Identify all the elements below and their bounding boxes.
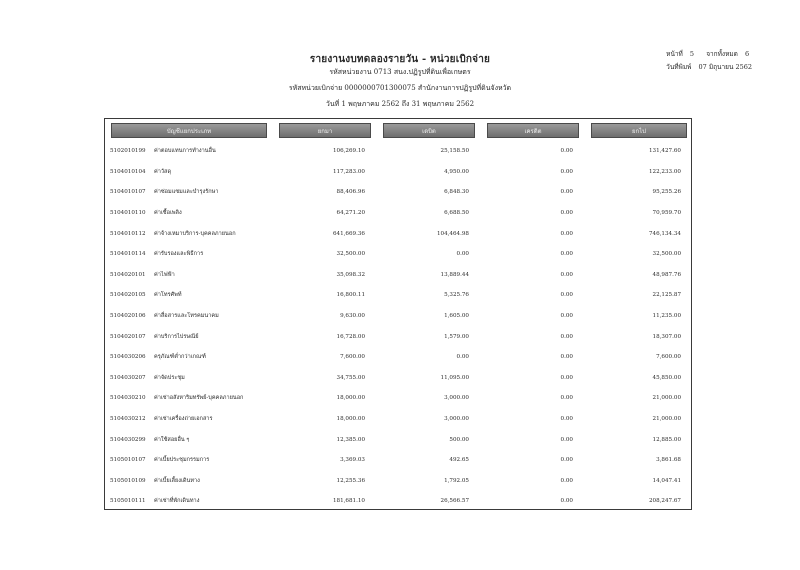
table-row [105, 265, 693, 286]
debit-value: 6,848.30 [444, 189, 469, 196]
carried-forward-value: 22,125.87 [652, 292, 681, 299]
table-row [105, 409, 693, 430]
debit-value: 1,792.05 [444, 477, 469, 484]
credit-value: 0.00 [560, 210, 573, 217]
account-code: 5104030207 [110, 374, 146, 381]
total-pages-label: จากทั้งหมด [706, 50, 738, 58]
total-pages: 6 [744, 50, 750, 58]
account-cell [105, 409, 273, 430]
credit-value: 0.00 [560, 230, 573, 237]
header-carried-forward: ยกไป [591, 123, 687, 138]
brought-forward-value: 18,000.00 [336, 416, 365, 423]
brought-forward-value: 16,800.11 [336, 292, 365, 299]
brought-forward-value: 16,728.00 [336, 333, 365, 340]
carried-forward-value: 70,959.70 [652, 210, 681, 217]
page-info [666, 48, 752, 74]
credit-value: 0.00 [560, 354, 573, 361]
credit-value: 0.00 [560, 477, 573, 484]
credit-value: 0.00 [560, 374, 573, 381]
account-cell [105, 285, 273, 306]
debit-value: 104,464.98 [436, 230, 469, 237]
brought-forward-value: 641,669.36 [332, 230, 365, 237]
account-code: 5105010111 [110, 498, 146, 505]
account-cell [105, 491, 273, 512]
carried-forward-value: 746,134.34 [648, 230, 681, 237]
account-name: ครุภัณฑ์ต่ำกว่าเกณฑ์ [154, 354, 206, 361]
account-name: ค่าสื่อสารและโทรคมนาคม [154, 313, 219, 320]
carried-forward-value: 21,000.00 [652, 395, 681, 402]
debit-value: 1,579.00 [444, 333, 469, 340]
carried-forward-value: 45,850.00 [652, 374, 681, 381]
debit-value: 3,000.00 [444, 416, 469, 423]
brought-forward-value: 64,271.20 [336, 210, 365, 217]
account-cell [105, 368, 273, 389]
account-name: ค่าวัสดุ [154, 168, 172, 175]
account-cell [105, 162, 273, 183]
debit-value: 3,000.00 [444, 395, 469, 402]
account-code: 5104030299 [110, 436, 146, 443]
credit-value: 0.00 [560, 457, 573, 464]
carried-forward-value: 3,861.68 [656, 457, 681, 464]
carried-forward-value: 32,500.00 [652, 251, 681, 258]
account-cell [105, 450, 273, 471]
credit-value: 0.00 [560, 416, 573, 423]
print-date-label: วันที่พิมพ์ [666, 63, 692, 71]
disbursing-unit-line: รหัสหน่วยเบิกจ่าย 0000000701300075 สำนักงานการปฏิรูปที่ดินจังหวัด [288, 84, 512, 92]
table-row [105, 203, 693, 224]
account-code: 5104030210 [110, 395, 146, 402]
page-label: หน้าที่ [666, 50, 683, 58]
table-row [105, 388, 693, 409]
account-code: 5104030206 [110, 354, 146, 361]
credit-value: 0.00 [560, 498, 573, 505]
account-code: 5102010199 [110, 148, 146, 155]
carried-forward-value: 122,233.00 [648, 168, 681, 175]
account-code: 5104010107 [110, 189, 146, 196]
account-code: 5105010107 [110, 457, 146, 464]
carried-forward-value: 208,247.67 [648, 498, 681, 505]
debit-value: 492.65 [449, 457, 469, 464]
brought-forward-value: 12,385.00 [336, 436, 365, 443]
table-row [105, 347, 693, 368]
account-cell [105, 223, 273, 244]
carried-forward-value: 131,427.60 [648, 148, 681, 155]
credit-value: 0.00 [560, 313, 573, 320]
carried-forward-value: 12,885.00 [652, 436, 681, 443]
trial-balance-table [105, 119, 693, 512]
table-row [105, 306, 693, 327]
page-number: 5 [689, 50, 695, 58]
brought-forward-value: 34,755.00 [336, 374, 365, 381]
table-row [105, 450, 693, 471]
account-code: 5104010104 [110, 168, 146, 175]
credit-value: 0.00 [560, 395, 573, 402]
account-name: ค่าเช่าอสังหาริมทรัพย์-บุคคลภายนอก [154, 395, 244, 402]
account-code: 5105010109 [110, 477, 146, 484]
credit-value: 0.00 [560, 148, 573, 155]
account-cell [105, 244, 273, 265]
credit-value: 0.00 [560, 251, 573, 258]
account-code: 5104020107 [110, 333, 146, 340]
account-cell [105, 388, 273, 409]
account-name: ค่าซ่อมแซมและบำรุงรักษา [154, 189, 219, 196]
table-row [105, 141, 693, 162]
debit-value: 0.00 [456, 354, 469, 361]
account-name: ค่าเบี้ยประชุมกรรมการ [154, 457, 210, 464]
brought-forward-value: 12,255.36 [336, 477, 365, 484]
account-cell [105, 182, 273, 203]
brought-forward-value: 18,000.00 [336, 395, 365, 402]
carried-forward-value: 95,255.26 [652, 189, 681, 196]
account-code: 5104020106 [110, 313, 146, 320]
account-name: ค่าเช่าที่พักเดินทาง [154, 498, 200, 505]
account-cell [105, 429, 273, 450]
account-cell [105, 347, 273, 368]
table-row [105, 162, 693, 183]
brought-forward-value: 3,369.03 [340, 457, 365, 464]
report-title: รายงานงบทดลองรายวัน - หน่วยเบิกจ่าย [309, 54, 491, 65]
debit-value: 25,158.50 [440, 148, 469, 155]
table-row [105, 368, 693, 389]
table-row [105, 429, 693, 450]
table-row [105, 326, 693, 347]
brought-forward-value: 181,681.10 [332, 498, 365, 505]
account-name: ค่าโทรศัพท์ [154, 292, 182, 299]
account-code: 5104020101 [110, 271, 146, 278]
header-credit: เครดิต [487, 123, 579, 138]
credit-value: 0.00 [560, 168, 573, 175]
account-code: 5104010112 [110, 230, 146, 237]
table-row [105, 182, 693, 203]
brought-forward-value: 88,406.96 [336, 189, 365, 196]
credit-value: 0.00 [560, 436, 573, 443]
account-code: 5104010110 [110, 210, 146, 217]
credit-value: 0.00 [560, 292, 573, 299]
account-cell [105, 265, 273, 286]
account-cell [105, 326, 273, 347]
account-name: ค่ารับรองและพิธีการ [154, 251, 204, 258]
credit-value: 0.00 [560, 189, 573, 196]
brought-forward-value: 9,630.00 [340, 313, 365, 320]
account-name: ค่าเบี้ยเลี้ยงเดินทาง [154, 477, 200, 484]
brought-forward-value: 117,283.00 [332, 168, 365, 175]
account-name: ค่าเช่าเครื่องถ่ายเอกสาร [154, 416, 213, 423]
carried-forward-value: 14,047.41 [652, 477, 681, 484]
account-code: 5104020105 [110, 292, 146, 299]
debit-value: 0.00 [456, 251, 469, 258]
header-debit: เดบิต [383, 123, 475, 138]
carried-forward-value: 18,307.00 [652, 333, 681, 340]
header-account: บัญชีแยกประเภท [111, 123, 267, 138]
carried-forward-value: 48,987.76 [652, 271, 681, 278]
account-code: 5104010114 [110, 251, 146, 258]
table-row [105, 223, 693, 244]
account-code: 5104030212 [110, 416, 146, 423]
debit-value: 4,950.00 [444, 168, 469, 175]
report-period: วันที่ 1 พฤษภาคม 2562 ถึง 31 พฤษภาคม 2562 [325, 100, 475, 108]
account-cell [105, 141, 273, 162]
debit-value: 11,095.00 [440, 374, 469, 381]
carried-forward-value: 7,600.00 [656, 354, 681, 361]
agency-line: รหัสหน่วยงาน 0713 สนง.ปฏิรูปที่ดินเพื่อเกษตร [329, 68, 471, 76]
table-row [105, 491, 693, 512]
print-date: 07 มิถุนายน 2562 [698, 63, 752, 71]
table-header-row [105, 119, 693, 141]
credit-value: 0.00 [560, 271, 573, 278]
header-brought-forward: ยกมา [279, 123, 371, 138]
brought-forward-value: 7,600.00 [340, 354, 365, 361]
debit-value: 500.00 [449, 436, 469, 443]
account-name: ค่าเชื้อเพลิง [154, 210, 182, 217]
table-row [105, 471, 693, 492]
debit-value: 13,889.44 [440, 271, 469, 278]
brought-forward-value: 35,098.32 [336, 271, 365, 278]
account-cell [105, 306, 273, 327]
table-row [105, 285, 693, 306]
debit-value: 1,605.00 [444, 313, 469, 320]
account-name: ค่าจัดประชุม [154, 374, 185, 381]
account-name: ค่าตอบแทนการทำงานอื่น [154, 148, 216, 155]
credit-value: 0.00 [560, 333, 573, 340]
brought-forward-value: 106,269.10 [332, 148, 365, 155]
account-name: ค่าใช้สอยอื่น ๆ [154, 436, 190, 443]
debit-value: 5,325.76 [444, 292, 469, 299]
account-name: ค่าไฟฟ้า [154, 271, 175, 278]
trial-balance-table-frame [104, 118, 692, 510]
carried-forward-value: 21,000.00 [652, 416, 681, 423]
carried-forward-value: 11,235.00 [652, 313, 681, 320]
table-row [105, 244, 693, 265]
account-cell [105, 203, 273, 224]
debit-value: 6,688.50 [444, 210, 469, 217]
debit-value: 26,566.57 [440, 498, 469, 505]
brought-forward-value: 32,500.00 [336, 251, 365, 258]
account-cell [105, 471, 273, 492]
account-name: ค่าจ้างเหมาบริการ-บุคคลภายนอก [154, 230, 236, 237]
account-name: ค่าบริการไปรษณีย์ [154, 333, 199, 340]
